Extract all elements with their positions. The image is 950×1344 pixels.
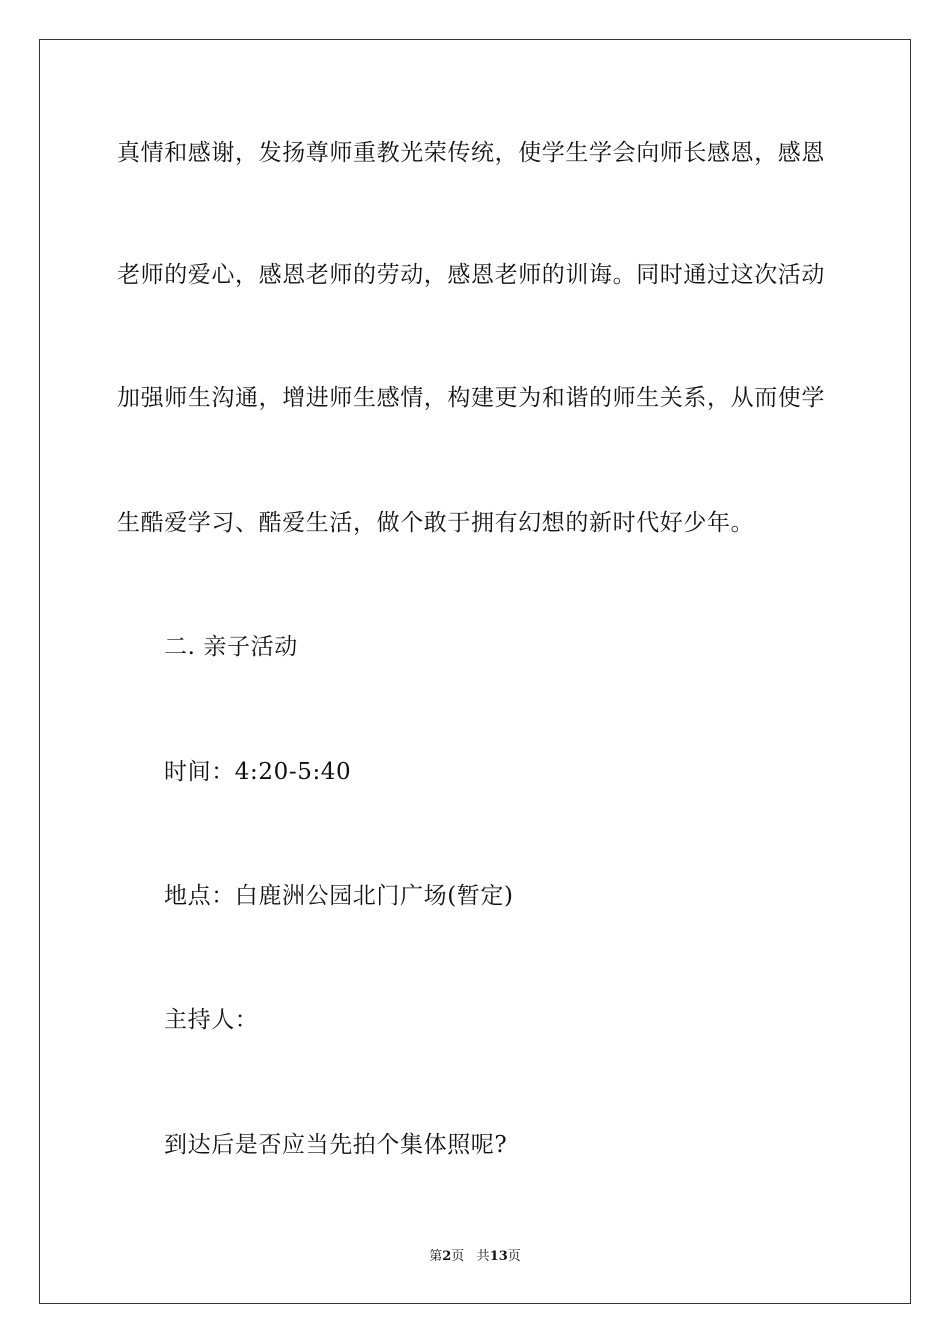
total-pages: 13 [489,1249,508,1264]
paragraph-line-1: 真情和感谢，发扬尊师重教光荣传统，使学生学会向师长感恩，感恩 [117,140,825,166]
time-line: 时间：4:20-5:40 [164,759,352,785]
total-suffix: 页 [507,1249,521,1264]
host-line: 主持人： [164,1007,259,1033]
page-footer [0,1248,950,1266]
section-heading: 二. 亲子活动 [164,634,298,660]
page-suffix: 页 [451,1249,465,1264]
page-number: 2 [442,1249,452,1264]
paragraph-line-2: 老师的爱心，感恩老师的劳动，感恩老师的训诲。同时通过这次活动 [117,262,825,288]
location-line: 地点：白鹿洲公园北门广场(暂定) [164,883,514,909]
page-prefix: 第 [429,1249,443,1264]
page-border [39,39,911,1304]
total-prefix: 共 [476,1249,490,1264]
paragraph-line-3: 加强师生沟通，增进师生感情，构建更为和谐的师生关系，从而使学 [117,385,825,411]
question-line: 到达后是否应当先拍个集体照呢? [164,1132,508,1158]
paragraph-line-4: 生酷爱学习、酷爱生活，做个敢于拥有幻想的新时代好少年。 [117,510,755,536]
